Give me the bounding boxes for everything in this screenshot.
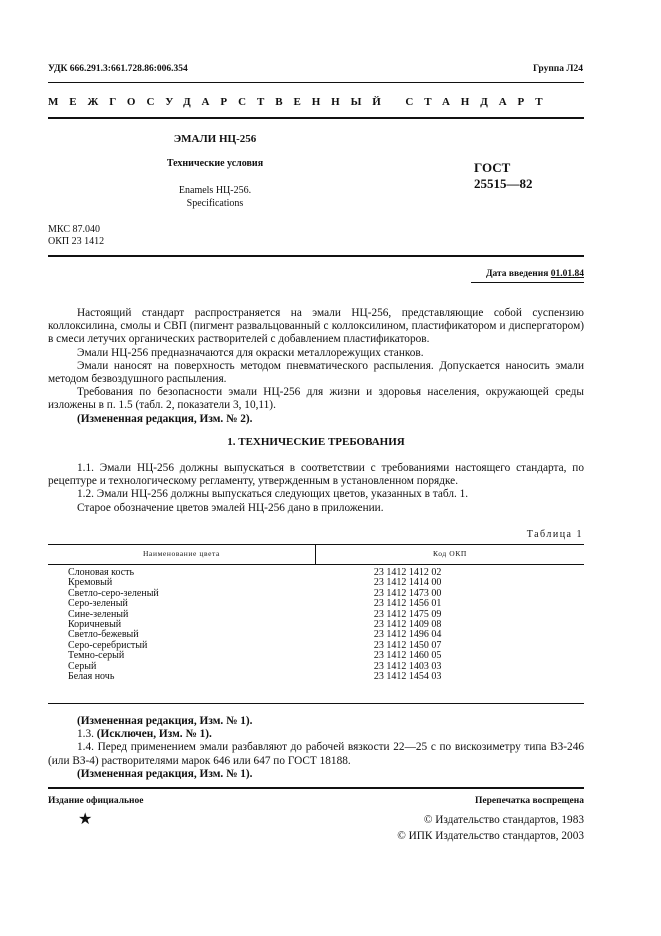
mks-code: МКС 87.040 (48, 224, 100, 235)
clause-1-1: 1.1. Эмали НЦ-256 должны выпускаться в соответствии с требованиями настоящего стандарта, по рецептуре и технологическому регламенту, утвержденным в установленном порядке. (48, 462, 584, 488)
okp-code-cell: 23 1412 1450 07 (373, 639, 442, 651)
table-amendment: (Измененная редакция, Изм. № 1). (77, 715, 253, 727)
table-header-code: Код ОКП (433, 549, 467, 558)
clause-1-2: 1.2. Эмали НЦ-256 должны выпускаться следующих цветов, указанных в табл. 1. (77, 488, 469, 501)
okp-code-cell: 23 1412 1496 04 (373, 629, 442, 641)
section-1-heading: 1. ТЕХНИЧЕСКИЕ ТРЕБОВАНИЯ (227, 436, 405, 448)
copyright-2003: © ИПК Издательство стандартов, 2003 (397, 830, 584, 842)
okp-code-cell: 23 1412 1473 00 (373, 587, 442, 599)
title-rule (48, 255, 584, 257)
intro-date-underline (471, 282, 584, 283)
header-divider (48, 82, 584, 83)
intro-date (486, 269, 584, 279)
table-bottom-border (48, 703, 584, 704)
table-row (48, 672, 584, 682)
gost-number: 25515—82 (474, 176, 533, 191)
after-table-section (48, 715, 584, 781)
color-name: Белая ночь (68, 670, 115, 682)
okp-code-cell: 23 1412 1403 03 (373, 660, 442, 672)
okp-code-cell: 23 1412 1475 09 (373, 608, 442, 620)
okp-code-cell: 23 1412 1414 00 (373, 577, 442, 589)
doc-subtitle-en: Specifications (186, 198, 244, 209)
clause-1-3-text: (Исключен, Изм. № 1). (96, 728, 212, 741)
doc-title-en: Enamels НЦ-256. (178, 185, 252, 196)
table-row (48, 589, 584, 599)
table-1-caption: Таблица 1 (526, 529, 583, 540)
udk-code: УДК 666.291.3:661.728.86:006.354 (48, 64, 188, 74)
table-row (48, 568, 584, 578)
okp-code-cell: 23 1412 1456 01 (373, 598, 442, 610)
intro-section (48, 307, 584, 426)
clause-1-3 (48, 728, 584, 741)
table-row (48, 651, 584, 661)
color-name: Светло-бежевый (68, 629, 139, 641)
color-name: Темно-серый (68, 650, 125, 662)
clause-1-4: 1.4. Перед применением эмали разбавляют до рабочей вязкости 22—25 с по вискозиметру типа ВЗ-246 (или ВЗ-4) растворителями марок 646 или 647 по ГОСТ 18188. (48, 741, 584, 767)
star-icon: ★ (78, 811, 93, 828)
table-header-name: Наименование цвета (143, 549, 220, 558)
group-code: Группа Л24 (532, 64, 583, 74)
color-name: Серо-серебристый (68, 639, 148, 651)
top-rule (48, 117, 584, 119)
copyright-1983: © Издательство стандартов, 1983 (423, 814, 584, 826)
table-top-border (48, 544, 584, 545)
table-row (48, 641, 584, 651)
doc-title: ЭМАЛИ НЦ-256 (173, 133, 257, 145)
okp-code-cell: 23 1412 1412 02 (373, 567, 442, 578)
table-1-body (48, 568, 584, 682)
table-row (48, 610, 584, 620)
table-row (48, 662, 584, 672)
color-name: Серый (68, 660, 97, 672)
okp-code-cell: 23 1412 1409 08 (373, 618, 442, 630)
gost-label: ГОСТ (474, 160, 511, 175)
footer-rule (48, 787, 584, 789)
okp-code-cell: 23 1412 1454 03 (373, 670, 442, 682)
color-name: Слоновая кость (68, 567, 135, 578)
table-header-border (48, 564, 584, 565)
intro-date-label: Дата введения (485, 269, 549, 279)
intro-amendment: (Измененная редакция, Изм. № 2). (77, 412, 253, 425)
standard-type: МЕЖГОСУДАРСТВЕННЫЙ СТАНДАРТ (48, 96, 554, 108)
table-row (48, 599, 584, 609)
color-name: Серо-зеленый (68, 598, 128, 610)
okp-code-cell: 23 1412 1460 05 (373, 650, 442, 662)
intro-paragraph-2: Эмали НЦ-256 предназначаются для окраски металлорежущих станков. (77, 346, 424, 359)
okp-code: ОКП 23 1412 (48, 236, 105, 247)
color-name: Сине-зеленый (68, 608, 129, 620)
section-1-body (48, 462, 584, 515)
clause-1-2-note: Старое обозначение цветов эмалей НЦ-256 дано в приложении. (77, 501, 384, 514)
intro-date-value: 01.01.84 (550, 269, 584, 279)
color-name: Кремовый (68, 577, 113, 589)
intro-paragraph-3: Эмали наносят на поверхность методом пневматического распыления. Допускается наносить эмали методом безвоздушного распыления. (48, 359, 584, 386)
reprint-notice: Перепечатка воспрещена (474, 796, 584, 806)
intro-paragraph-1: Настоящий стандарт распространяется на эмали НЦ-256, представляющие собой суспензию коллоксилина, смолы и СВП (пигмент развальцованный с коллоксилином, пластификатором и диспергатором) в смеси летучих органических растворителей с добавлением пластификаторов. (48, 307, 584, 346)
intro-paragraph-4: Требования по безопасности эмали НЦ-256 для жизни и здоровья населения, окружающей среды изложены в п. 1.5 (табл. 2, показатели 3, 10,11). (48, 386, 584, 412)
color-name: Светло-серо-зеленый (68, 587, 159, 599)
doc-subtitle: Технические условия (166, 158, 264, 169)
official-edition: Издание официальное (48, 796, 144, 806)
clause-1-3-number: 1.3. (77, 728, 94, 741)
color-name: Коричневый (68, 618, 122, 630)
clause-1-4-amendment: (Измененная редакция, Изм. № 1). (77, 767, 253, 780)
